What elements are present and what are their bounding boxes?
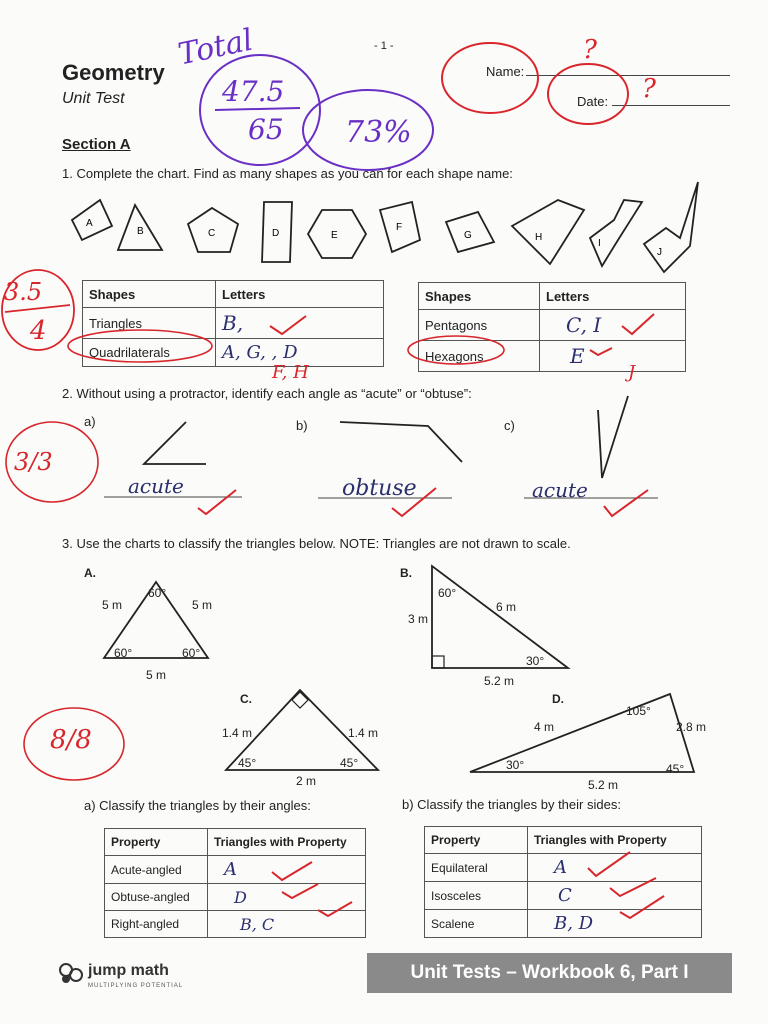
triangle-d — [470, 694, 694, 772]
shape-e-label: E — [331, 230, 338, 241]
q3-checkmarks — [0, 840, 768, 930]
checkmark-icon — [604, 490, 648, 516]
percent-circle — [303, 90, 433, 170]
triangle-b-base: 5.2 m — [484, 674, 515, 688]
triangle-c-left-angle: 45° — [238, 756, 257, 770]
page-subtitle: Unit Test — [62, 90, 125, 107]
triangle-d-base: 5.2 m — [588, 778, 619, 792]
shape-h-label: H — [535, 232, 543, 243]
footer-logo: jump math — [88, 962, 169, 979]
q1-marks — [0, 300, 768, 380]
shape-j-label: J — [657, 247, 662, 258]
shape-g-label: G — [464, 230, 472, 241]
table-header: Triangles with Property — [208, 829, 366, 856]
shape-j — [644, 182, 698, 272]
triangle-a-left-angle: 60° — [114, 646, 133, 660]
q2-score: 3/3 — [14, 448, 53, 476]
q1-right-extra: J — [628, 362, 636, 383]
q1-shapes — [0, 180, 768, 280]
page-title: Geometry — [62, 60, 165, 85]
answer-text: C, I — [566, 313, 602, 337]
checkmark-icon — [272, 862, 312, 880]
triangle-b-hypotenuse: 6 m — [496, 600, 517, 614]
angle-c — [598, 396, 628, 478]
name-mark: ? — [583, 35, 597, 65]
quadrilaterals-circle — [68, 330, 212, 362]
table-header: Letters — [540, 283, 686, 310]
q3-score: 8/8 — [50, 725, 92, 755]
triangle-d-top-angle: 105° — [626, 704, 651, 718]
triangle-c-side-left: 1.4 m — [222, 726, 253, 740]
total-fraction-line — [215, 108, 300, 110]
shape-h — [512, 200, 584, 264]
shape-i-label: I — [598, 238, 601, 249]
triangle-b — [432, 566, 568, 668]
checkmark-icon — [588, 852, 630, 876]
q1-score-out-of: 4 — [30, 316, 47, 346]
checkmark-icon — [282, 884, 318, 898]
shape-f-label: F — [396, 222, 403, 233]
total-score: 47.5 — [222, 75, 285, 108]
hexagons-circle — [408, 336, 504, 364]
triangle-c-base: 2 m — [296, 774, 317, 788]
shape-b-label: B — [137, 226, 144, 237]
table-cell: Acute-angled — [105, 856, 208, 884]
checkmark-icon — [622, 314, 654, 334]
answer-text: A — [554, 857, 567, 878]
table-cell: Pentagons — [419, 310, 540, 341]
footer-banner-text: Unit Tests – Workbook 6, Part I — [410, 962, 689, 983]
table-header: Letters — [216, 281, 384, 308]
table-cell: Quadrilaterals — [83, 339, 216, 367]
q3b-text: b) Classify the triangles by their sides: — [402, 797, 621, 812]
table-cell: Scalene — [425, 910, 528, 938]
table-cell: Isosceles — [425, 882, 528, 910]
triangle-c-right-angle: 45° — [340, 756, 359, 770]
q2-answer-c: acute — [532, 478, 588, 502]
q1-text: 1. Complete the chart. Find as many shapes as you can for each shape name: — [62, 166, 513, 181]
triangle-b-top-angle: 60° — [438, 586, 457, 600]
table-header: Triangles with Property — [528, 827, 702, 854]
triangle-b-label: B. — [400, 566, 412, 580]
total-out-of: 65 — [248, 113, 284, 146]
table-header: Shapes — [419, 283, 540, 310]
checkmark-icon — [198, 490, 236, 514]
table-header: Property — [105, 829, 208, 856]
triangle-d-label: D. — [552, 692, 564, 706]
date-label: Date: — [577, 94, 609, 109]
table-cell: Triangles — [83, 308, 216, 339]
shape-d-label: D — [272, 228, 280, 239]
triangle-d-side-left: 4 m — [534, 720, 555, 734]
q2-label-b: b) — [296, 418, 308, 433]
shape-a-label: A — [86, 218, 93, 229]
date-circle — [548, 64, 628, 124]
answer-text: B, C — [240, 914, 275, 934]
q3a-text: a) Classify the triangles by their angles: — [84, 798, 311, 813]
triangle-d-left-angle: 30° — [506, 758, 525, 772]
triangle-a-label: A. — [84, 566, 96, 580]
name-label: Name: — [486, 64, 525, 79]
table-cell: Right-angled — [105, 911, 208, 938]
answer-text: B, — [222, 311, 244, 335]
table-cell: Obtuse-angled — [105, 884, 208, 911]
triangle-a-top-angle: 60° — [148, 586, 167, 600]
angle-b — [340, 422, 462, 462]
triangle-d-right-angle: 45° — [666, 762, 685, 776]
answer-text: B, D — [554, 913, 594, 934]
answer-text: D — [234, 887, 247, 907]
q2-score-circle — [6, 422, 98, 502]
answer-text: A, G, , D — [222, 342, 298, 363]
footer-banner — [367, 953, 732, 993]
q2-answer-b: obtuse — [342, 476, 417, 501]
q1-left-extra: F, H — [272, 362, 309, 383]
q2-angles — [0, 390, 768, 530]
checkmark-icon — [590, 348, 612, 355]
answer-text: E — [570, 344, 585, 368]
date-mark: ? — [642, 74, 656, 104]
q3-text: 3. Use the charts to classify the triangles below. NOTE: Triangles are not drawn to scale. — [62, 536, 571, 551]
q2-answer-a: acute — [128, 474, 184, 498]
q2-label-c: c) — [504, 418, 515, 433]
page-number: - 1 - — [374, 40, 394, 52]
table-cell: Equilateral — [425, 854, 528, 882]
triangle-a-side-left: 5 m — [102, 598, 123, 612]
q1-score: 3.5 — [4, 278, 43, 306]
checkmark-icon — [270, 316, 306, 334]
checkmark-icon — [610, 878, 656, 896]
total-word: Total — [175, 22, 257, 73]
jump-math-logo-icon — [58, 962, 86, 984]
triangle-b-side-left: 3 m — [408, 612, 429, 626]
table-header: Property — [425, 827, 528, 854]
triangle-c-label: C. — [240, 692, 252, 706]
table-cell: Hexagons — [419, 341, 540, 372]
right-angle-marker — [432, 656, 444, 668]
section-a-heading: Section A — [62, 136, 131, 153]
table-header: Shapes — [83, 281, 216, 308]
name-circle — [442, 43, 538, 113]
footer-tagline: MULTIPLYING POTENTIAL — [88, 983, 184, 989]
triangle-a-right-angle: 60° — [182, 646, 201, 660]
total-percent: 73% — [345, 115, 412, 150]
triangle-c-side-right: 1.4 m — [348, 726, 379, 740]
answer-text: A — [224, 859, 237, 880]
right-angle-marker — [292, 692, 308, 708]
checkmark-icon — [620, 896, 664, 918]
q2-text: 2. Without using a protractor, identify each angle as “acute” or “obtuse”: — [62, 386, 472, 401]
triangle-b-right-angle: 30° — [526, 654, 545, 668]
q2-label-a: a) — [84, 414, 96, 429]
checkmark-icon — [318, 902, 352, 916]
triangle-a-base: 5 m — [146, 668, 167, 682]
triangle-a-side-right: 5 m — [192, 598, 213, 612]
angle-a — [144, 422, 206, 464]
shape-c-label: C — [208, 228, 216, 239]
triangle-d-side-right: 2.8 m — [676, 720, 707, 734]
shape-i — [590, 200, 642, 266]
q3-triangles — [0, 560, 768, 800]
answer-text: C — [558, 885, 572, 906]
